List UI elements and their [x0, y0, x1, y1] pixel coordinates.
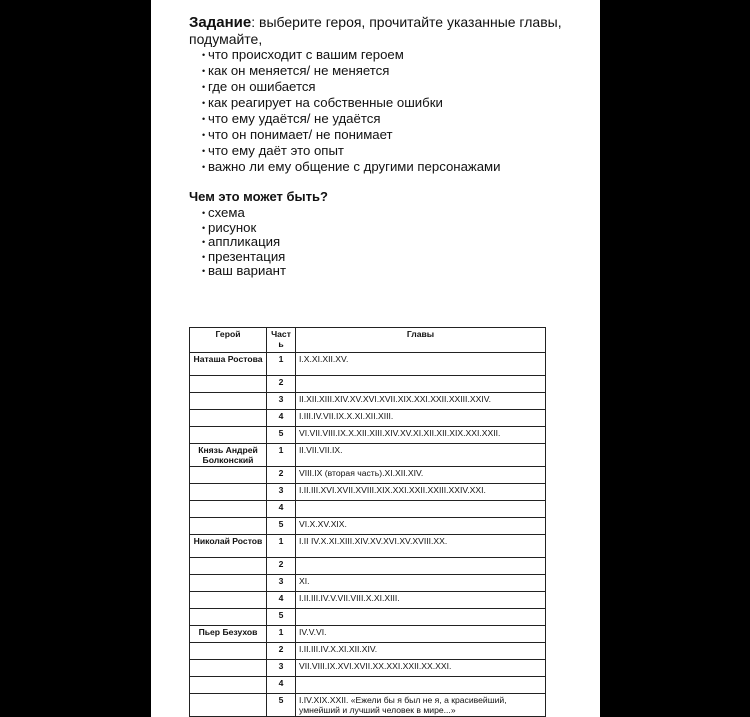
- table-row: [190, 501, 546, 518]
- table-row: [190, 558, 546, 575]
- part-cell: 3: [267, 660, 296, 677]
- table-row: [190, 592, 546, 609]
- chapters-cell: [296, 376, 546, 393]
- hero-cell: [190, 518, 267, 535]
- hero-cell: [190, 643, 267, 660]
- table-row: [190, 376, 546, 393]
- hero-cell: [190, 677, 267, 694]
- chapters-cell: IV.V.VI.: [296, 626, 546, 643]
- chapters-cell: II.XII.XIII.XIV.XV.XVI.XVII.XIX.XXI.XXII.XXIII.XXIV.: [296, 393, 546, 410]
- list-item: • ваш вариант: [203, 263, 589, 278]
- table-row: [190, 575, 546, 592]
- part-cell: 3: [267, 484, 296, 501]
- list-item: • что происходит с вашим героем: [203, 47, 589, 63]
- hero-cell: [190, 575, 267, 592]
- format-bullet-list: [189, 205, 589, 278]
- list-item: • что ему удаётся/ не удаётся: [203, 111, 589, 127]
- hero-cell: [190, 501, 267, 518]
- part-cell: 2: [267, 467, 296, 484]
- table-row: [190, 467, 546, 484]
- hero-cell: [190, 393, 267, 410]
- table-row: [190, 535, 546, 558]
- part-cell: 1: [267, 444, 296, 467]
- table-row: [190, 626, 546, 643]
- hero-cell: [190, 427, 267, 444]
- part-cell: 4: [267, 410, 296, 427]
- list-item: • презентация: [203, 249, 589, 264]
- hero-cell: [190, 694, 267, 717]
- chapters-cell: I.II.III.IV.V.VII.VIII.X.XI.XIII.: [296, 592, 546, 609]
- table-row: [190, 444, 546, 467]
- table-row: [190, 677, 546, 694]
- header-hero: Герой: [190, 328, 267, 353]
- list-item: • что он понимает/ не понимает: [203, 127, 589, 143]
- list-item: • как реагирует на собственные ошибки: [203, 95, 589, 111]
- chapters-cell: [296, 677, 546, 694]
- list-item: • схема: [203, 205, 589, 220]
- part-cell: 3: [267, 393, 296, 410]
- list-item: • важно ли ему общение с другими персонажами: [203, 159, 589, 175]
- chapters-cell: I.IV.XIX.XXII. «Ежели бы я был не я, а красивейший, умнейший и лучший человек в мире...»: [296, 694, 546, 717]
- hero-cell: Пьер Безухов: [190, 626, 267, 643]
- task-label: Задание: [189, 14, 252, 31]
- format-heading: Чем это может быть?: [189, 189, 328, 204]
- part-cell: 2: [267, 558, 296, 575]
- chapters-cell: [296, 609, 546, 626]
- task-intro: : выберите героя, прочитайте указанные главы, подумайте,: [189, 14, 562, 47]
- chapters-cell: VIII.IX (вторая часть).XI.XII.XIV.: [296, 467, 546, 484]
- chapters-cell: I.II.III.XVI.XVII.XVIII.XIX.XXI.XXII.XXIII.XXIV.XXI.: [296, 484, 546, 501]
- table-row: [190, 660, 546, 677]
- header-chapters: Главы: [296, 328, 546, 353]
- chapters-cell: VI.VII.VIII.IX.X.XII.XIII.XIV.XV.XI.XII.XII.XIX.XXI.XXII.: [296, 427, 546, 444]
- part-cell: 5: [267, 609, 296, 626]
- task-heading: [189, 14, 589, 47]
- part-cell: 5: [267, 518, 296, 535]
- chapters-cell: I.III.IV.VII.IX.X.XI.XII.XIII.: [296, 410, 546, 427]
- chapters-cell: XI.: [296, 575, 546, 592]
- chapters-cell: VI.X.XV.XIX.: [296, 518, 546, 535]
- part-cell: 4: [267, 592, 296, 609]
- list-item: • где он ошибается: [203, 79, 589, 95]
- chapters-cell: [296, 501, 546, 518]
- part-cell: 4: [267, 501, 296, 518]
- chapters-cell: I.II.III.IV.X.XI.XII.XIV.: [296, 643, 546, 660]
- table-row: [190, 643, 546, 660]
- hero-cell: [190, 376, 267, 393]
- hero-cell: Наташа Ростова: [190, 353, 267, 376]
- table-row: [190, 518, 546, 535]
- hero-cell: [190, 467, 267, 484]
- hero-cell: [190, 484, 267, 501]
- chapters-cell: I.X.XI.XII.XV.: [296, 353, 546, 376]
- chapters-cell: II.VII.VII.IX.: [296, 444, 546, 467]
- chapters-cell: VII.VIII.IX.XVI.XVII.XX.XXI.XXII.XX.XXI.: [296, 660, 546, 677]
- chapters-cell: [296, 558, 546, 575]
- part-cell: 2: [267, 643, 296, 660]
- hero-cell: Князь Андрей Болконский: [190, 444, 267, 467]
- part-cell: 1: [267, 353, 296, 376]
- part-cell: 1: [267, 626, 296, 643]
- hero-cell: [190, 609, 267, 626]
- header-part: Част ь: [267, 328, 296, 353]
- table-row: [190, 484, 546, 501]
- chapters-cell: I.II IV.X.XI.XIII.XIV.XV.XVI.XV.XVIII.XX.: [296, 535, 546, 558]
- hero-cell: [190, 410, 267, 427]
- part-cell: 4: [267, 677, 296, 694]
- hero-cell: [190, 592, 267, 609]
- table-row: [190, 427, 546, 444]
- list-item: • аппликация: [203, 234, 589, 249]
- table-header-row: [190, 328, 546, 353]
- document-page: [151, 0, 600, 717]
- task-block: [189, 14, 589, 278]
- table-row: [190, 353, 546, 376]
- table-row: [190, 410, 546, 427]
- part-cell: 2: [267, 376, 296, 393]
- table-row: [190, 694, 546, 717]
- part-cell: 5: [267, 694, 296, 717]
- part-cell: 1: [267, 535, 296, 558]
- hero-cell: Николай Ростов: [190, 535, 267, 558]
- list-item: • что ему даёт это опыт: [203, 143, 589, 159]
- list-item: • как он меняется/ не меняется: [203, 63, 589, 79]
- chapters-table: [189, 327, 546, 717]
- hero-cell: [190, 558, 267, 575]
- part-cell: 5: [267, 427, 296, 444]
- hero-cell: [190, 660, 267, 677]
- table-row: [190, 609, 546, 626]
- list-item: • рисунок: [203, 220, 589, 235]
- table-row: [190, 393, 546, 410]
- part-cell: 3: [267, 575, 296, 592]
- task-bullet-list: [189, 47, 589, 175]
